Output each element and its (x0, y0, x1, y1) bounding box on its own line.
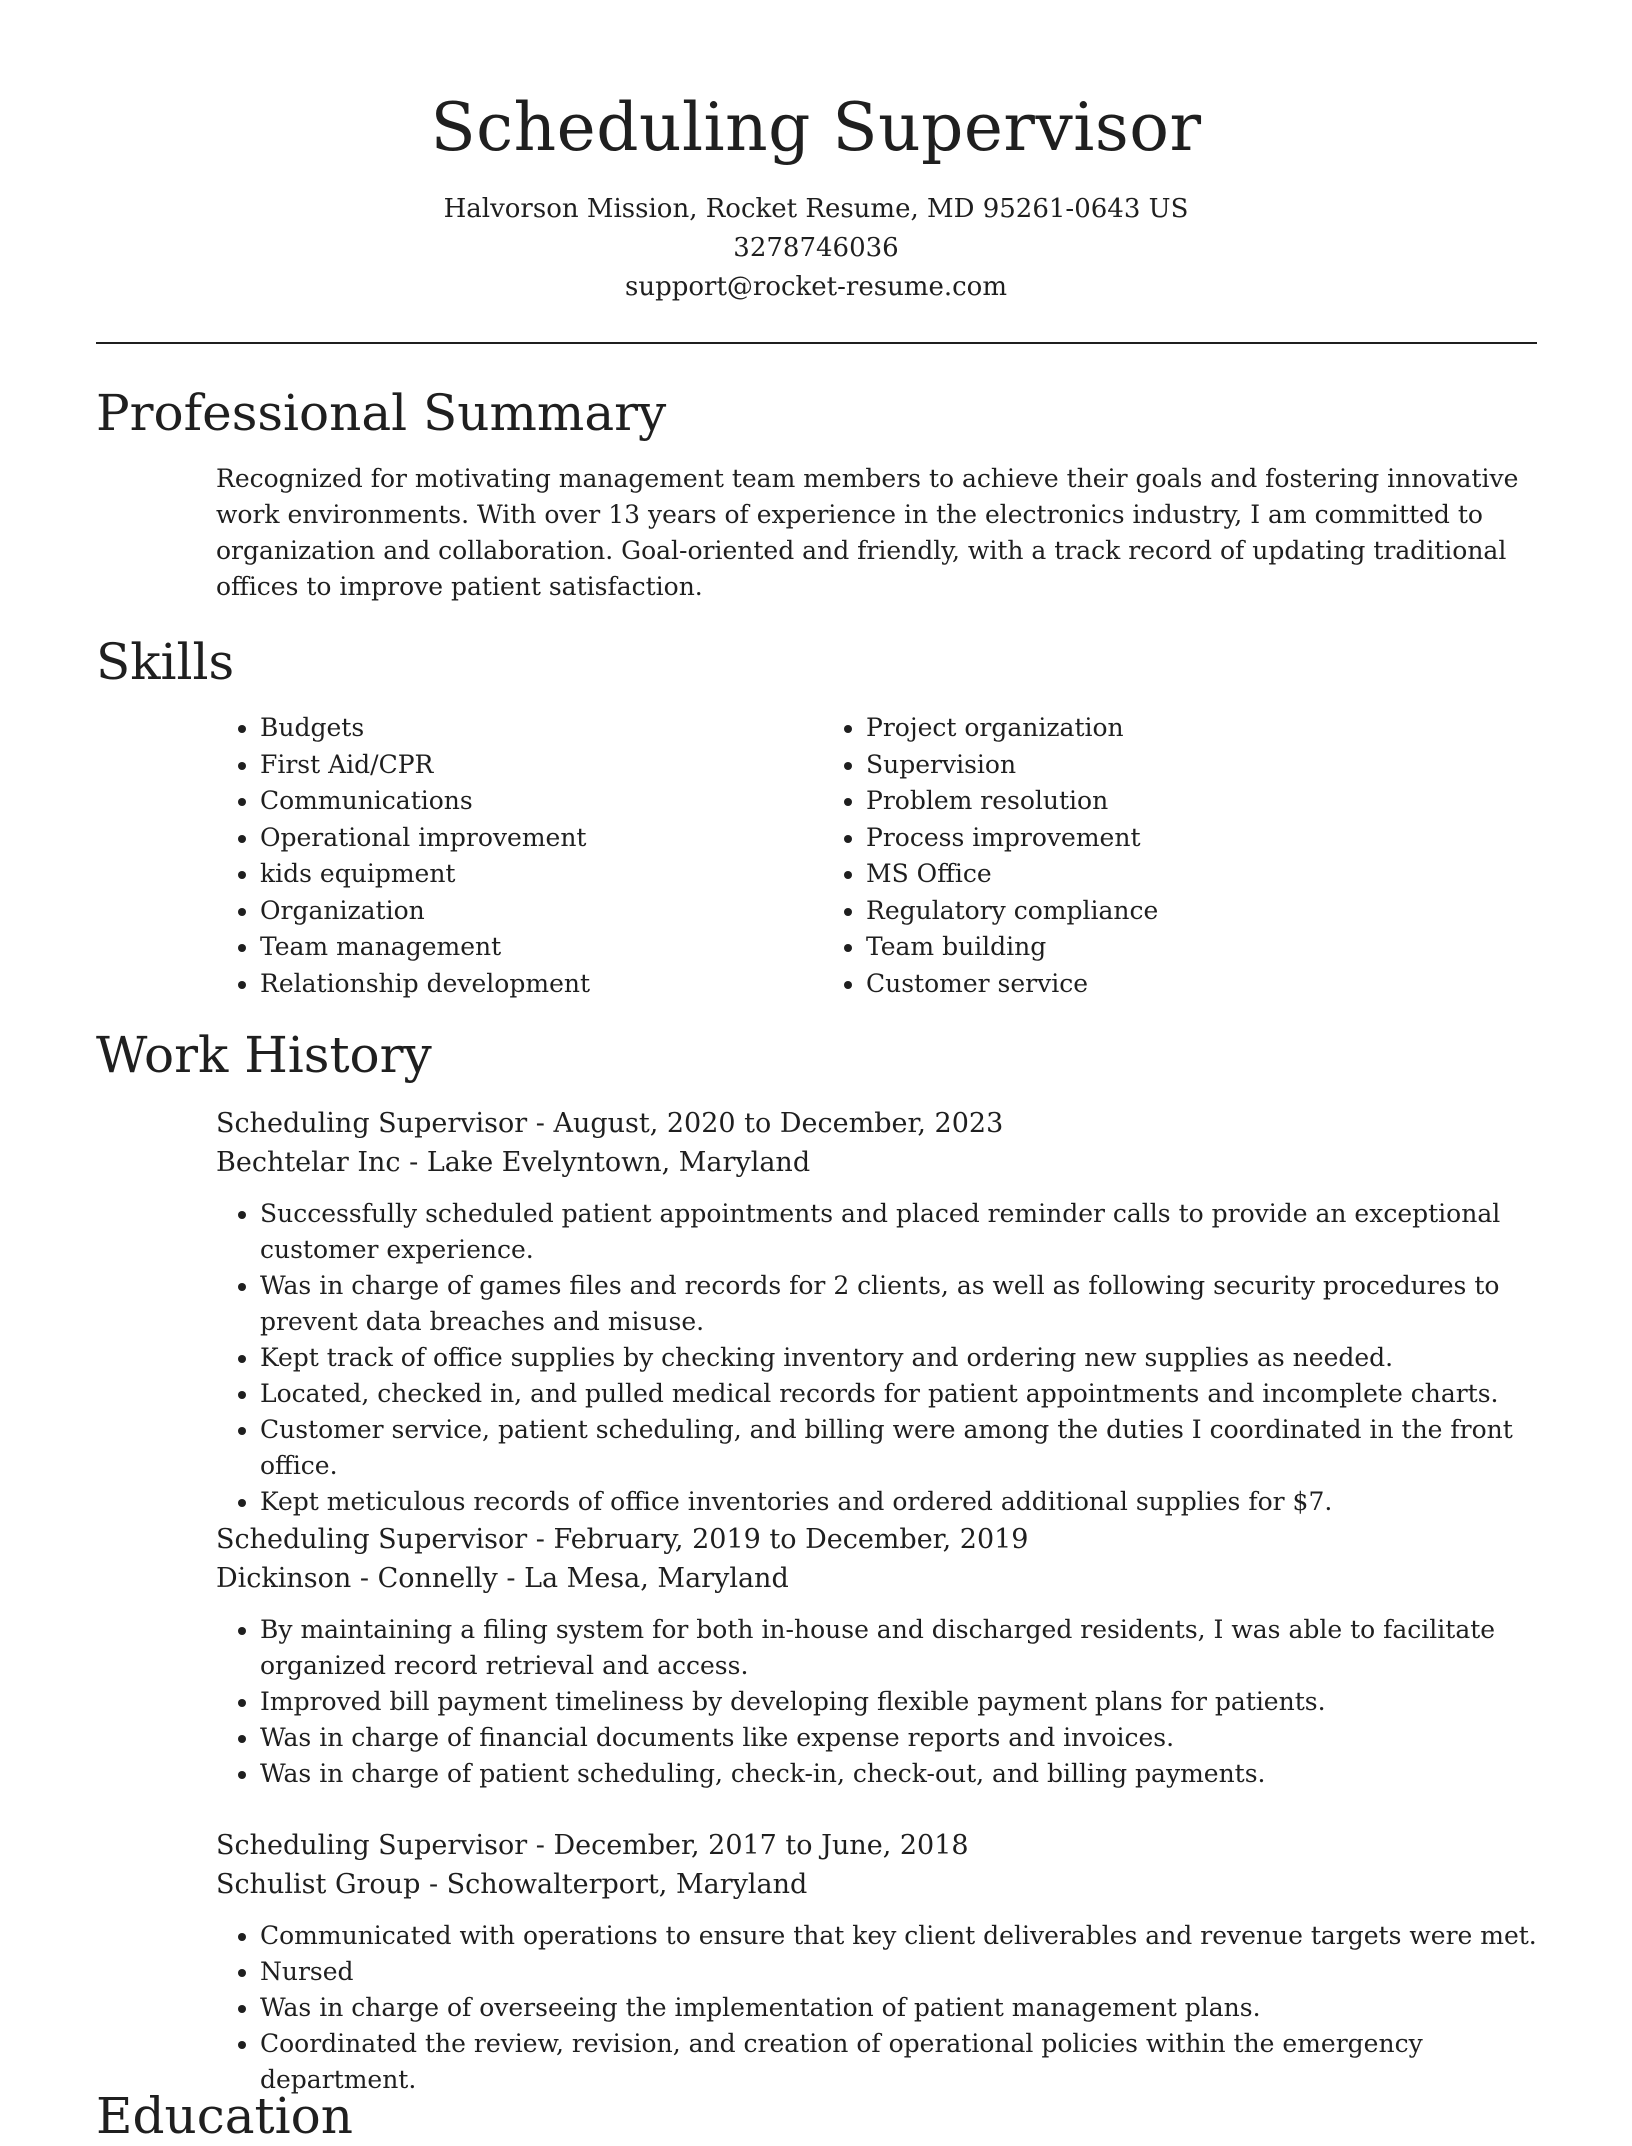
contact-phone: 3278746036 (733, 233, 899, 263)
company-location: - La Mesa, Maryland (497, 1563, 789, 1594)
skill-item: • Supervision (866, 747, 1472, 784)
job-bullet: • Kept meticulous records of office inventories and ordered additional supplies for $7. (260, 1484, 1540, 1520)
job-bullet: • Was in charge of overseeing the implementation of patient management plans. (260, 1990, 1540, 2026)
job-bullet: • Nursed (260, 1954, 1540, 1990)
job-employer (216, 1143, 1540, 1182)
job-bullets (216, 1612, 1540, 1792)
skill-item: • kids equipment (260, 856, 822, 893)
skill-item: • MS Office (866, 856, 1472, 893)
candidate-name: Scheduling Supervisor (430, 89, 1202, 166)
job-employer (216, 1559, 1540, 1598)
contact-block (0, 190, 1632, 307)
section-title-summary: Professional Summary (96, 384, 667, 442)
skill-item: • Customer service (866, 966, 1472, 1003)
job-bullet: • Successfully scheduled patient appointments and placed reminder calls to provide an exceptional customer experience. (260, 1196, 1540, 1268)
skills-column-right (822, 710, 1472, 1002)
job-title: Scheduling Supervisor (216, 1108, 528, 1139)
skill-item: • Organization (260, 893, 822, 930)
summary-text: Recognized for motivating management team members to achieve their goals and fostering innovative work environments. With over 13 years of experience in the electronics industry, I am committed to organization and collaboration. Goal-oriented and friendly, with a track record of updating traditional offices to improve patient satisfaction. (216, 464, 1519, 601)
job-employer (216, 1865, 1540, 1904)
contact-email: support@rocket-resume.com (624, 272, 1007, 302)
skill-item: • First Aid/CPR (260, 747, 822, 784)
skill-item: • Communications (260, 783, 822, 820)
header-divider (96, 342, 1537, 344)
job-bullets (216, 1196, 1540, 1520)
job-bullet: • Was in charge of patient scheduling, check-in, check-out, and billing payments. (260, 1756, 1540, 1792)
job-dates: - December, 2017 to June, 2018 (527, 1830, 969, 1861)
job-bullet: • Was in charge of games files and records for 2 clients, as well as following security procedures to prevent data breaches and misuse. (260, 1268, 1540, 1340)
company-location: - Schowalterport, Maryland (420, 1869, 808, 1900)
skill-item: • Budgets (260, 710, 822, 747)
skill-item: • Operational improvement (260, 820, 822, 857)
job-bullet: • Was in charge of financial documents like expense reports and invoices. (260, 1720, 1540, 1756)
job-bullet: • Customer service, patient scheduling, and billing were among the duties I coordinated in the front office. (260, 1412, 1540, 1484)
skills-list (216, 710, 1536, 1002)
job-entry (216, 1826, 1540, 2098)
job-title: Scheduling Supervisor (216, 1524, 528, 1555)
skill-item: • Project organization (866, 710, 1472, 747)
company-name: Dickinson - Connelly (216, 1563, 498, 1594)
company-name: Schulist Group (216, 1869, 421, 1900)
skill-item: • Relationship development (260, 966, 822, 1003)
job-entry (216, 1520, 1540, 1792)
job-heading (216, 1104, 1540, 1143)
job-bullet: • Communicated with operations to ensure that key client deliverables and revenue targets were met. (260, 1918, 1540, 1954)
job-heading (216, 1826, 1540, 1865)
job-entry (216, 1104, 1540, 1520)
skill-item: • Problem resolution (866, 783, 1472, 820)
skills-column-left (216, 710, 822, 1002)
skill-item: • Process improvement (866, 820, 1472, 857)
section-title-skills: Skills (96, 633, 235, 691)
skill-item: • Regulatory compliance (866, 893, 1472, 930)
job-heading (216, 1520, 1540, 1559)
resume-header (0, 0, 1632, 307)
company-location: - Lake Evelyntown, Maryland (400, 1147, 811, 1178)
job-title: Scheduling Supervisor (216, 1830, 528, 1861)
contact-address: Halvorson Mission, Rocket Resume, MD 95261-0643 US (443, 194, 1189, 224)
job-bullet: • Located, checked in, and pulled medical records for patient appointments and incomplete charts. (260, 1376, 1540, 1412)
section-title-work-history: Work History (96, 1026, 432, 1084)
job-bullet: • Improved bill payment timeliness by developing flexible payment plans for patients. (260, 1684, 1540, 1720)
job-bullets (216, 1918, 1540, 2098)
job-bullet: • Coordinated the review, revision, and creation of operational policies within the emergency department. (260, 2026, 1540, 2098)
job-bullet: • By maintaining a filing system for both in-house and discharged residents, I was able to facilitate organized record retrieval and access. (260, 1612, 1540, 1684)
skill-item: • Team building (866, 929, 1472, 966)
section-title-education: Education (96, 2087, 353, 2145)
job-dates: - August, 2020 to December, 2023 (527, 1108, 1004, 1139)
company-name: Bechtelar Inc (216, 1147, 401, 1178)
job-dates: - February, 2019 to December, 2019 (527, 1524, 1029, 1555)
skill-item: • Team management (260, 929, 822, 966)
job-bullet: • Kept track of office supplies by checking inventory and ordering new supplies as needed. (260, 1340, 1540, 1376)
